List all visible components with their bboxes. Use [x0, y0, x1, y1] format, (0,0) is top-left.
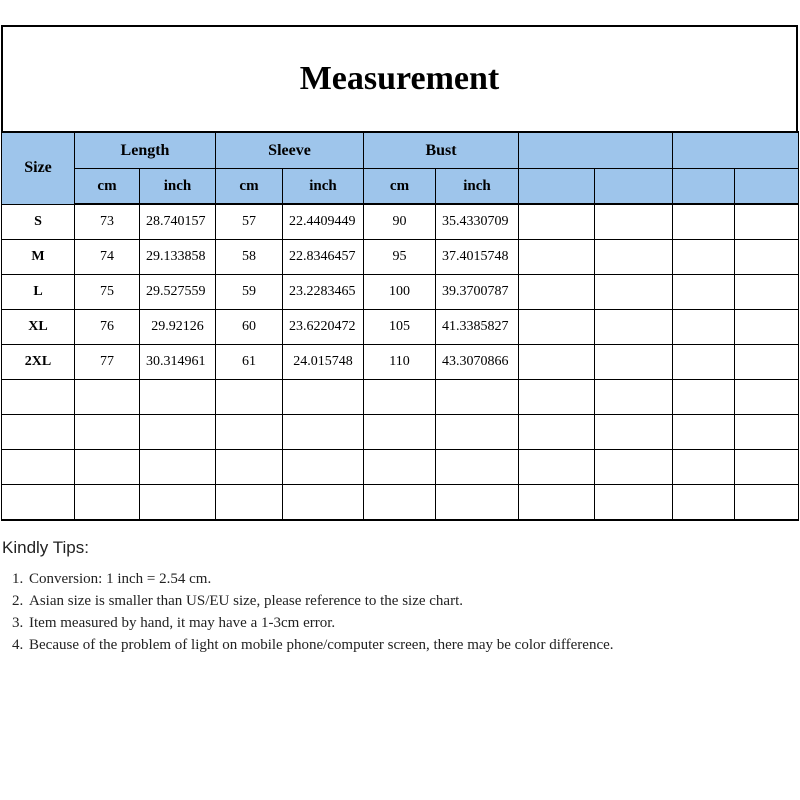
- empty-cell: [595, 485, 673, 521]
- empty-cell: [673, 415, 735, 450]
- sleeve-header: Sleeve: [216, 132, 364, 169]
- empty-cell: [519, 415, 595, 450]
- empty-cell: [595, 450, 673, 485]
- sleeve-cm-cell: 60: [216, 310, 283, 345]
- empty-cell: [519, 275, 595, 310]
- empty-cell: [140, 380, 216, 415]
- empty-cell: [436, 380, 519, 415]
- empty-row: [2, 380, 799, 415]
- empty-cell: [735, 450, 799, 485]
- table-row: [2, 240, 799, 275]
- length-inch-cell: 29.133858: [140, 240, 216, 275]
- empty-cell: [595, 240, 673, 275]
- empty-cell: [595, 275, 673, 310]
- sleeve-cm-cell: 59: [216, 275, 283, 310]
- empty-row: [2, 485, 799, 521]
- empty-cell: [2, 380, 75, 415]
- empty-cell: [436, 450, 519, 485]
- bust-cm-cell: 90: [364, 204, 436, 240]
- empty-cell: [2, 415, 75, 450]
- empty-cell: [283, 380, 364, 415]
- empty-row: [2, 450, 799, 485]
- length-cm-cell: 75: [75, 275, 140, 310]
- empty-cell: [75, 415, 140, 450]
- empty-cell: [673, 275, 735, 310]
- empty-cell: [364, 415, 436, 450]
- empty-cell: [75, 380, 140, 415]
- empty-cell: [519, 204, 595, 240]
- empty-cell: [595, 415, 673, 450]
- empty-row: [2, 415, 799, 450]
- tip-item: 2. Asian size is smaller than US/EU size, please reference to the size chart.: [27, 592, 798, 610]
- empty-unit-cell: [519, 169, 595, 205]
- empty-unit-cell: [673, 169, 735, 205]
- header-row-groups: [2, 132, 799, 169]
- tip-item: 1. Conversion: 1 inch = 2.54 cm.: [27, 570, 798, 588]
- empty-cell: [519, 345, 595, 380]
- empty-cell: [519, 310, 595, 345]
- tips-list: [2, 570, 798, 654]
- empty-cell: [735, 485, 799, 521]
- title-box: [1, 25, 798, 131]
- empty-cell: [673, 310, 735, 345]
- size-cell: 2XL: [2, 345, 75, 380]
- empty-cell: [735, 204, 799, 240]
- empty-cell: [595, 310, 673, 345]
- bust-inch-cell: 41.3385827: [436, 310, 519, 345]
- length-cm-cell: 73: [75, 204, 140, 240]
- length-header: Length: [75, 132, 216, 169]
- sleeve-inch-cell: 22.8346457: [283, 240, 364, 275]
- empty-cell: [519, 380, 595, 415]
- length-inch-cell: 29.92126: [140, 310, 216, 345]
- length-cm-cell: 77: [75, 345, 140, 380]
- tip-item: 3. Item measured by hand, it may have a 1-3cm error.: [27, 614, 798, 632]
- tips-section: [2, 538, 798, 658]
- empty-cell: [140, 485, 216, 521]
- empty-cell: [519, 240, 595, 275]
- sleeve-cm-cell: 57: [216, 204, 283, 240]
- length-inch-cell: 28.740157: [140, 204, 216, 240]
- table-row: [2, 345, 799, 380]
- empty-cell: [673, 240, 735, 275]
- sleeve-cm-cell: 61: [216, 345, 283, 380]
- empty-cell: [283, 415, 364, 450]
- bust-cm-cell: 105: [364, 310, 436, 345]
- empty-header-cell: [519, 132, 673, 169]
- sleeve-cm-header: cm: [216, 169, 283, 205]
- bust-cm-cell: 95: [364, 240, 436, 275]
- empty-unit-cell: [735, 169, 799, 205]
- empty-cell: [364, 485, 436, 521]
- empty-cell: [735, 345, 799, 380]
- tips-heading: Kindly Tips:: [2, 538, 89, 557]
- sleeve-inch-cell: 23.6220472: [283, 310, 364, 345]
- empty-cell: [735, 380, 799, 415]
- size-cell: L: [2, 275, 75, 310]
- page-title: Measurement: [299, 60, 500, 97]
- empty-cell: [364, 450, 436, 485]
- empty-cell: [75, 485, 140, 521]
- table-row: [2, 275, 799, 310]
- empty-cell: [595, 345, 673, 380]
- sleeve-inch-cell: 24.015748: [283, 345, 364, 380]
- table-row: [2, 310, 799, 345]
- length-cm-header: cm: [75, 169, 140, 205]
- bust-header: Bust: [364, 132, 519, 169]
- header-row-units: [2, 169, 799, 205]
- size-header: Size: [2, 132, 75, 204]
- bust-inch-cell: 35.4330709: [436, 204, 519, 240]
- empty-cell: [519, 450, 595, 485]
- empty-cell: [673, 380, 735, 415]
- empty-cell: [436, 485, 519, 521]
- empty-cell: [673, 450, 735, 485]
- empty-cell: [283, 485, 364, 521]
- empty-cell: [2, 450, 75, 485]
- empty-cell: [75, 450, 140, 485]
- sleeve-inch-cell: 23.2283465: [283, 275, 364, 310]
- empty-unit-cell: [595, 169, 673, 205]
- length-cm-cell: 74: [75, 240, 140, 275]
- empty-cell: [735, 275, 799, 310]
- bust-inch-cell: 43.3070866: [436, 345, 519, 380]
- tip-item: 4. Because of the problem of light on mobile phone/computer screen, there may be color difference.: [27, 636, 798, 654]
- empty-cell: [519, 485, 595, 521]
- empty-cell: [216, 450, 283, 485]
- empty-cell: [283, 450, 364, 485]
- length-inch-cell: 30.314961: [140, 345, 216, 380]
- empty-cell: [364, 380, 436, 415]
- bust-cm-header: cm: [364, 169, 436, 205]
- size-cell: XL: [2, 310, 75, 345]
- empty-header-cell: [673, 132, 799, 169]
- bust-cm-cell: 100: [364, 275, 436, 310]
- empty-cell: [436, 415, 519, 450]
- empty-cell: [216, 485, 283, 521]
- empty-cell: [216, 380, 283, 415]
- length-inch-header: inch: [140, 169, 216, 205]
- empty-cell: [140, 415, 216, 450]
- empty-cell: [2, 485, 75, 521]
- sleeve-cm-cell: 58: [216, 240, 283, 275]
- empty-cell: [595, 204, 673, 240]
- bust-cm-cell: 110: [364, 345, 436, 380]
- size-chart-table: [1, 131, 799, 521]
- length-inch-cell: 29.527559: [140, 275, 216, 310]
- empty-cell: [735, 240, 799, 275]
- sleeve-inch-cell: 22.4409449: [283, 204, 364, 240]
- bust-inch-header: inch: [436, 169, 519, 205]
- empty-cell: [216, 415, 283, 450]
- bust-inch-cell: 39.3700787: [436, 275, 519, 310]
- empty-cell: [673, 485, 735, 521]
- empty-cell: [673, 204, 735, 240]
- table-row: [2, 204, 799, 240]
- measurement-sheet: [1, 25, 798, 521]
- empty-cell: [735, 310, 799, 345]
- empty-cell: [140, 450, 216, 485]
- empty-cell: [595, 380, 673, 415]
- size-cell: S: [2, 204, 75, 240]
- empty-cell: [673, 345, 735, 380]
- sleeve-inch-header: inch: [283, 169, 364, 205]
- size-cell: M: [2, 240, 75, 275]
- length-cm-cell: 76: [75, 310, 140, 345]
- bust-inch-cell: 37.4015748: [436, 240, 519, 275]
- empty-cell: [735, 415, 799, 450]
